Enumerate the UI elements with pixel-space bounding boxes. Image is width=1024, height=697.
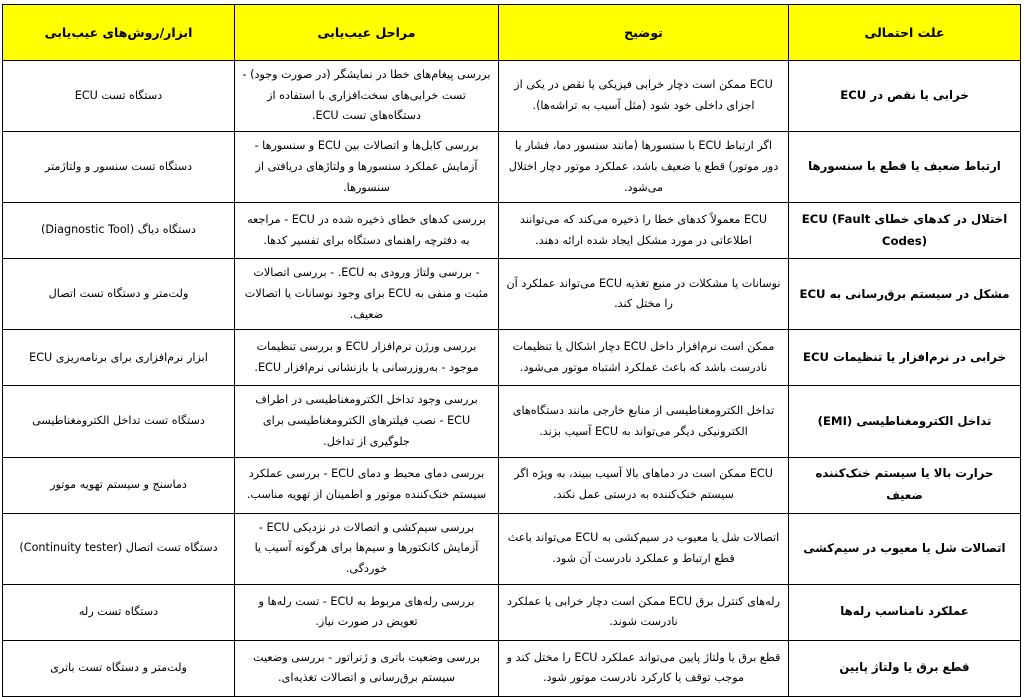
header-row	[3, 5, 1021, 61]
table-row	[3, 61, 1021, 132]
cell-cause: مشکل در سیستم برق‌رسانی به ECU	[789, 259, 1021, 330]
cell-tools: دستگاه دیاگ (Diagnostic Tool)	[3, 203, 235, 259]
table-row	[3, 640, 1021, 696]
cell-tools: ولت‌متر و دستگاه تست باتری	[3, 640, 235, 696]
cell-description: ECU ممکن است در دماهای بالا آسیب ببیند، به ویژه اگر سیستم خنک‌کننده به درستی عمل نکند.	[499, 457, 789, 513]
cell-cause: ارتباط ضعیف یا قطع با سنسورها	[789, 132, 1021, 203]
table-row	[3, 203, 1021, 259]
table-row	[3, 259, 1021, 330]
cell-cause: تداخل الکترومغناطیسی (EMI)	[789, 386, 1021, 457]
column-header-tools: ابزار/روش‌های عیب‌یابی	[3, 5, 235, 61]
cell-steps: بررسی وجود تداخل الکترومغناطیسی در اطراف ECU - نصب فیلترهای الکترومغناطیسی برای جلوگیری از تداخل.	[235, 386, 499, 457]
cell-tools: دستگاه تست اتصال (Continuity tester)	[3, 513, 235, 584]
cell-steps: بررسی وضعیت باتری و ژنراتور - بررسی وضعیت سیستم برق‌رسانی و اتصالات تغذیه‌ای.	[235, 640, 499, 696]
table-body	[3, 61, 1021, 697]
cell-description: ممکن است نرم‌افزار داخل ECU دچار اشکال یا تنظیمات نادرست باشد که باعث عملکرد اشتباه موتور می‌شود.	[499, 330, 789, 386]
table-header	[3, 5, 1021, 61]
cell-tools: دماسنج و سیستم تهویه موتور	[3, 457, 235, 513]
cell-steps: بررسی سیم‌کشی و اتصالات در نزدیکی ECU - آزمایش کانکتورها و سیم‌ها برای هرگونه آسیب یا خوردگی.	[235, 513, 499, 584]
cell-cause: خرابی یا نقص در ECU	[789, 61, 1021, 132]
table-row	[3, 457, 1021, 513]
cell-description: اگر ارتباط ECU با سنسورها (مانند سنسور دما، فشار یا دور موتور) قطع یا ضعیف باشد، عملکرد موتور دچار اختلال می‌شود.	[499, 132, 789, 203]
cell-tools: دستگاه تست ECU	[3, 61, 235, 132]
column-header-steps: مراحل عیب‌یابی	[235, 5, 499, 61]
cell-cause: اختلال در کدهای خطای ECU (Fault Codes)	[789, 203, 1021, 259]
cell-tools: دستگاه تست سنسور و ولتاژمتر	[3, 132, 235, 203]
cell-cause: اتصالات شل یا معیوب در سیم‌کشی	[789, 513, 1021, 584]
cell-steps: بررسی رله‌های مربوط به ECU - تست رله‌ها و تعویض در صورت نیاز.	[235, 584, 499, 640]
cell-description: اتصالات شل یا معیوب در سیم‌کشی به ECU می‌تواند باعث قطع ارتباط و عملکرد نادرست آن شود.	[499, 513, 789, 584]
cell-cause: حرارت بالا یا سیستم خنک‌کننده ضعیف	[789, 457, 1021, 513]
cell-steps: بررسی کابل‌ها و اتصالات بین ECU و سنسورها - آزمایش عملکرد سنسورها و ولتاژهای دریافتی از سنسورها.	[235, 132, 499, 203]
cell-description: رله‌های کنترل برق ECU ممکن است دچار خرابی یا عملکرد نادرست شوند.	[499, 584, 789, 640]
cell-description: ECU معمولاً کدهای خطا را ذخیره می‌کند که می‌توانند اطلاعاتی در مورد مشکل ایجاد شده ارائه دهند.	[499, 203, 789, 259]
table-row	[3, 330, 1021, 386]
cell-cause: قطع برق یا ولتاژ پایین	[789, 640, 1021, 696]
cell-steps: بررسی ورژن نرم‌افزار ECU و بررسی تنظیمات موجود - به‌روزرسانی یا بازنشانی نرم‌افزار ECU.	[235, 330, 499, 386]
table-row	[3, 584, 1021, 640]
cell-steps: بررسی کدهای خطای ذخیره شده در ECU - مراجعه به دفترچه راهنمای دستگاه برای تفسیر کدها.	[235, 203, 499, 259]
cell-description: ECU ممکن است دچار خرابی فیزیکی یا نقص در یکی از اجزای داخلی خود شود (مثل آسیب به تراشه‌ها).	[499, 61, 789, 132]
column-header-cause: علت احتمالی	[789, 5, 1021, 61]
cell-description: تداخل الکترومغناطیسی از منابع خارجی مانند دستگاه‌های الکترونیکی دیگر می‌تواند به ECU آسیب بزند.	[499, 386, 789, 457]
cell-steps: بررسی پیغام‌های خطا در نمایشگر (در صورت وجود) - تست خرابی‌های سخت‌افزاری با استفاده از دستگاه‌های تست ECU.	[235, 61, 499, 132]
table-row	[3, 513, 1021, 584]
ecu-troubleshooting-table	[2, 4, 1021, 697]
cell-description: نوسانات یا مشکلات در منبع تغذیه ECU می‌تواند عملکرد آن را مختل کند.	[499, 259, 789, 330]
table-row	[3, 132, 1021, 203]
cell-cause: خرابی در نرم‌افزار یا تنظیمات ECU	[789, 330, 1021, 386]
table-row	[3, 386, 1021, 457]
cell-tools: ابزار نرم‌افزاری برای برنامه‌ریزی ECU	[3, 330, 235, 386]
cell-tools: دستگاه تست رله	[3, 584, 235, 640]
cell-steps: - بررسی ولتاژ ورودی به ECU. - بررسی اتصالات مثبت و منفی به ECU برای وجود نوسانات یا اتصالات ضعیف.	[235, 259, 499, 330]
cell-steps: بررسی دمای محیط و دمای ECU - بررسی عملکرد سیستم خنک‌کننده موتور و اطمینان از تهویه مناسب.	[235, 457, 499, 513]
cell-description: قطع برق یا ولتاژ پایین می‌تواند عملکرد ECU را مختل کند و موجب توقف یا کارکرد نادرست موتور شود.	[499, 640, 789, 696]
cell-cause: عملکرد نامناسب رله‌ها	[789, 584, 1021, 640]
column-header-description: توضیح	[499, 5, 789, 61]
cell-tools: دستگاه تست تداخل الکترومغناطیسی	[3, 386, 235, 457]
cell-tools: ولت‌متر و دستگاه تست اتصال	[3, 259, 235, 330]
